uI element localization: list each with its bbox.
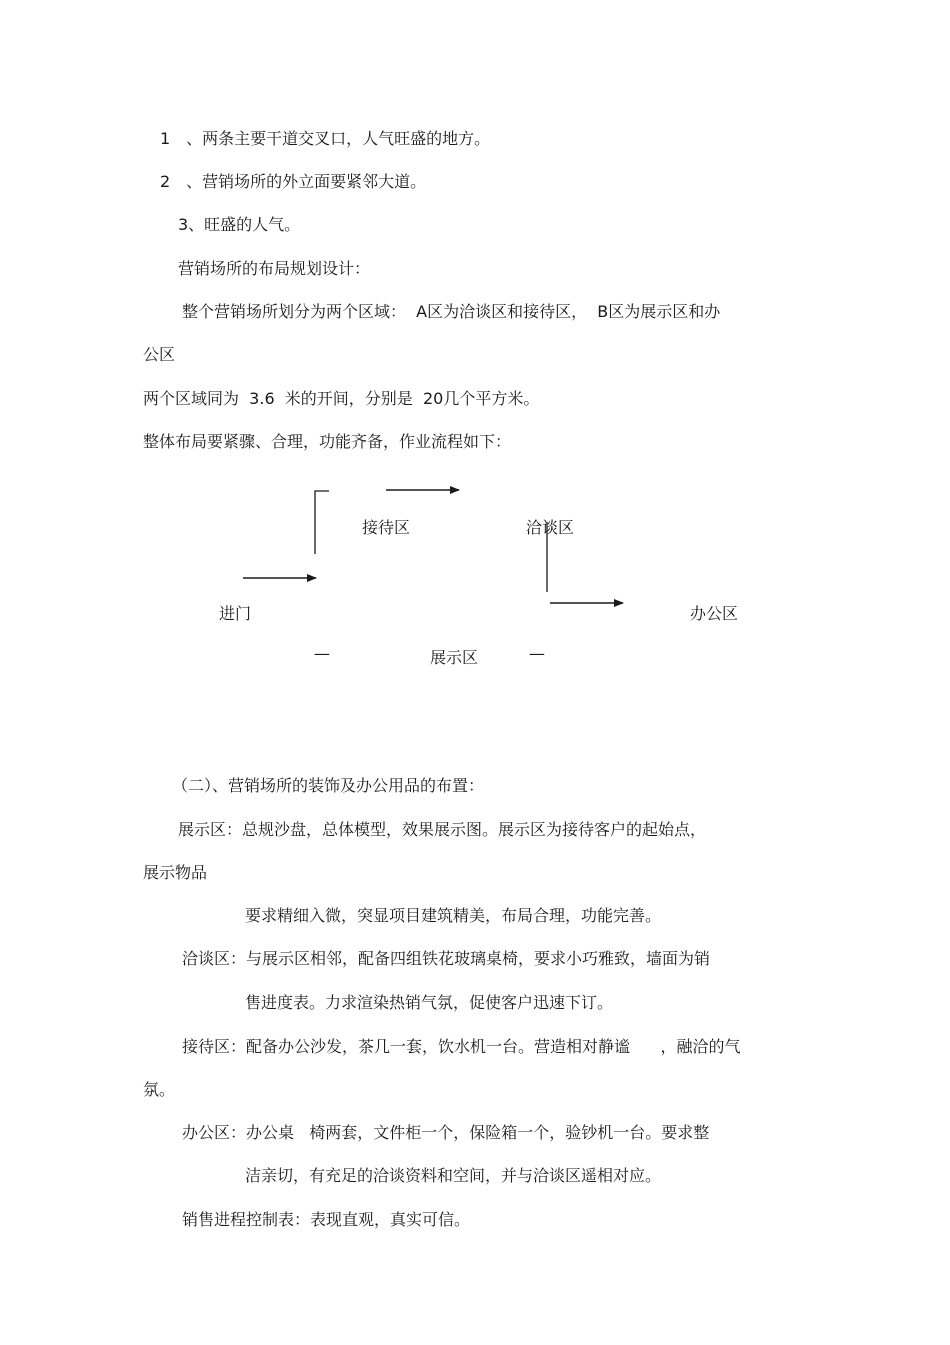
- diagram-label-display: 展示区: [430, 648, 479, 667]
- display-line-3: 要求精细入微，突显项目建筑精美，布局合理，功能完善。: [245, 906, 662, 925]
- diagram-label-office: 办公区: [690, 604, 739, 623]
- office-line-2: 洁亲切，有充足的洽谈资料和空间，并与洽谈区遥相对应。: [245, 1166, 662, 1185]
- criterion-2: 2 、营销场所的外立面要紧邻大道。: [160, 172, 427, 191]
- criterion-1: 1 、两条主要干道交叉口，人气旺盛的地方。: [160, 129, 491, 148]
- negotiation-line-2: 售进度表。力求渲染热销气氛，促使客户迅速下订。: [245, 993, 614, 1012]
- reception-line-2: 氛。: [143, 1080, 176, 1099]
- sales-table-line: 销售进程控制表：表现直观，真实可信。: [182, 1210, 471, 1229]
- diagram-label-negotiation: 洽谈区: [526, 518, 575, 537]
- display-line-2: 展示物品: [143, 863, 208, 882]
- diagram-dash-right: —: [529, 644, 545, 663]
- layout-para-line-4: 整体布局要紧骤、合理，功能齐备，作业流程如下：: [143, 432, 512, 451]
- negotiation-line-1: 洽谈区：与展示区相邻，配备四组铁花玻璃桌椅，要求小巧雅致，墙面为销: [182, 949, 711, 968]
- diagram-dash-left: —: [314, 644, 330, 663]
- office-line-1: 办公区：办公桌 椅两套，文件柜一个，保险箱一个，验钞机一台。要求整: [182, 1123, 710, 1142]
- criterion-3: 3、旺盛的人气。: [178, 215, 301, 234]
- diagram-label-reception: 接待区: [362, 518, 411, 537]
- display-line-1: 展示区：总规沙盘，总体模型，效果展示图。展示区为接待客户的起始点，: [178, 820, 707, 839]
- connector-bracket-left: [315, 491, 329, 554]
- reception-line-1: 接待区：配备办公沙发，茶几一套，饮水机一台。营造相对静谧 ，融洽的气: [182, 1037, 741, 1056]
- layout-para-line-2: 公区: [143, 345, 176, 364]
- layout-para-line-1: 整个营销场所划分为两个区域： A区为洽谈区和接待区， B区为展示区和办: [182, 302, 721, 321]
- workflow-diagram: [0, 470, 950, 670]
- section2-heading: （二）、营销场所的装饰及办公用品的布置：: [172, 776, 485, 795]
- layout-para-line-3: 两个区域同为 3.6 米的开间，分别是 20几个平方米。: [143, 389, 540, 408]
- layout-heading: 营销场所的布局规划设计：: [178, 259, 371, 278]
- diagram-label-entrance: 进门: [219, 604, 252, 623]
